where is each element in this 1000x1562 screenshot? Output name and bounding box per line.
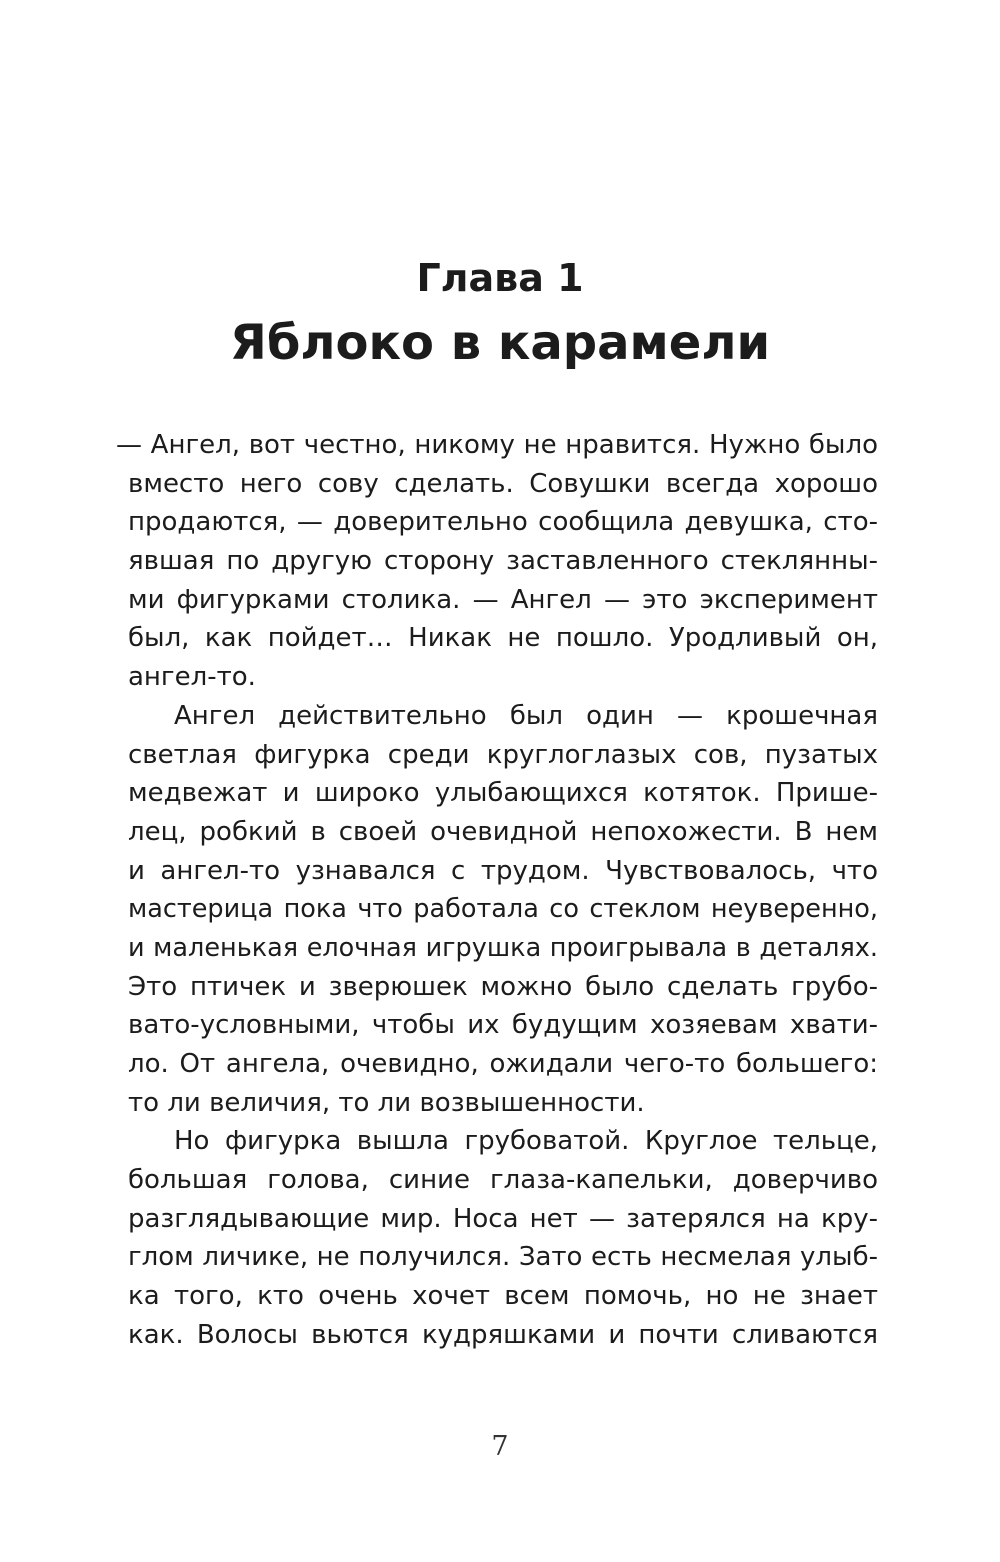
text-line: и ангел-то узнавался с трудом. Чувствовалось, что bbox=[128, 855, 878, 886]
text-line: мастерица пока что работала со стеклом неуверенно, bbox=[128, 894, 878, 925]
text-line: был, как пойдет… Никак не пошло. Уродливый он, bbox=[128, 623, 878, 654]
text-line: продаются, — доверительно сообщила девушка, сто- bbox=[128, 507, 878, 538]
text-line: вместо него сову сделать. Совушки всегда хорошо bbox=[128, 468, 878, 499]
text-line: большая голова, синие глаза-капельки, доверчиво bbox=[128, 1165, 878, 1196]
text-line: медвежат и широко улыбающихся котяток. Прише- bbox=[128, 778, 878, 809]
text-line: как. Волосы вьются кудряшками и почти сливаются bbox=[128, 1319, 878, 1350]
text-line: — Ангел, вот честно, никому не нравится. Нужно было bbox=[116, 430, 878, 460]
text-line: ка того, кто очень хочет всем помочь, но не знает bbox=[128, 1281, 878, 1312]
text-line: лец, робкий в своей очевидной непохожести. В нем bbox=[128, 816, 878, 847]
text-line: Это птичек и зверюшек можно было сделать грубо- bbox=[128, 971, 878, 1002]
text-line: вато-условными, чтобы их будущим хозяевам хвати- bbox=[128, 1010, 878, 1041]
text-line: глом личике, не получился. Зато есть несмелая улыб- bbox=[128, 1242, 878, 1273]
text-line: ангел-то. bbox=[128, 662, 256, 693]
body-text bbox=[116, 426, 878, 1355]
text-line: Ангел действительно был один — крошечная bbox=[174, 700, 878, 731]
text-line: светлая фигурка среди круглоглазых сов, пузатых bbox=[128, 739, 878, 770]
chapter-title: Яблоко в карамели bbox=[229, 315, 771, 371]
text-line: Но фигурка вышла грубоватой. Круглое тельце, bbox=[174, 1126, 878, 1157]
page-number: 7 bbox=[491, 1431, 509, 1462]
chapter-label: Глава 1 bbox=[416, 256, 584, 300]
text-line: разглядывающие мир. Носа нет — затерялся на кру- bbox=[128, 1203, 878, 1234]
text-line: ми фигурками столика. — Ангел — это эксперимент bbox=[128, 584, 878, 615]
text-line: и маленькая елочная игрушка проигрывала в деталях. bbox=[128, 932, 878, 963]
text-line: то ли величия, то ли возвышенности. bbox=[128, 1087, 645, 1118]
text-line: ло. От ангела, очевидно, ожидали чего-то большего: bbox=[128, 1049, 878, 1079]
text-line: явшая по другую сторону заставленного стеклянны- bbox=[128, 546, 878, 577]
